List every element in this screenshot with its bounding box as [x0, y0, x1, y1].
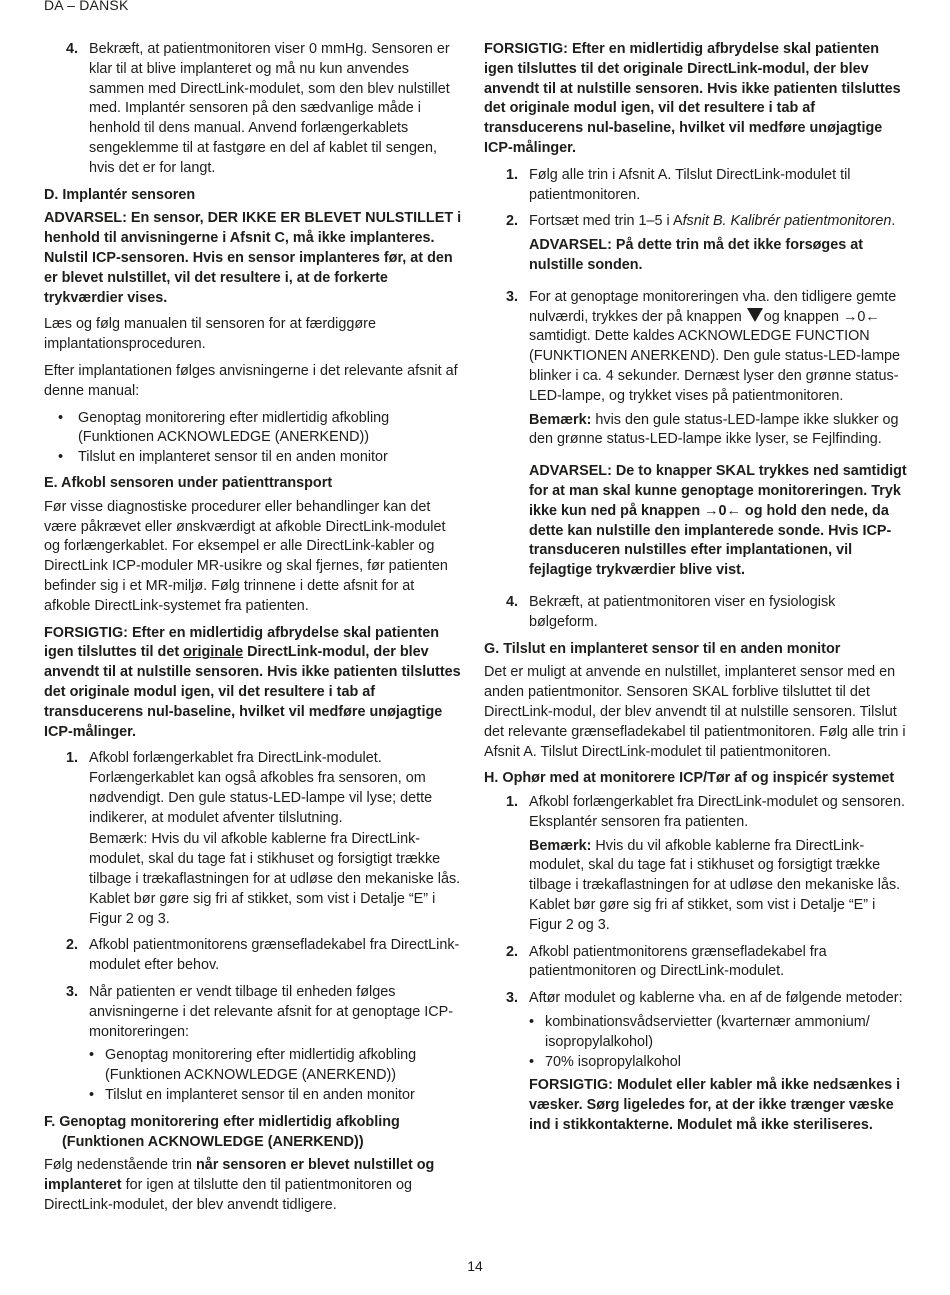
step-caution: FORSIGTIG: Modulet eller kabler må ikke nedsænkes i væsker. Sørg ligeledes for, at der ikke trænger væske ind i stikkontakterne. Modulet må ikke steriliseres. [529, 1077, 901, 1134]
step-note: Bemærk: Hvis du vil afkoble kablerne fra DirectLink-modulet, skal du tage fat i stikhuset og forsigtigt trække tilbage i trækaflastningen for at udløse den mekaniske lås. Kablet bør gøre sig fri af stikket, som vist i Detalje “E” i Figur 2 og 3. [529, 837, 901, 933]
section-e-step-1 [44, 749, 462, 929]
step-text: Afkobl patientmonitorens grænsefladekabel fra DirectLink-modulet efter behov. [89, 937, 460, 974]
step-number: 3. [506, 288, 519, 305]
section-f-heading: F. Genoptag monitorering efter midlertidig afkobling (Funktionen ACKNOWLEDGE (ANERKEND)) [44, 1113, 400, 1150]
step-bullet-list [89, 1046, 462, 1105]
step-number: 3. [66, 984, 79, 1001]
section-f-step-3 [484, 288, 908, 581]
zero-button-icon: →0← [843, 308, 880, 325]
step-text: Afkobl forlængerkablet fra DirectLink-modulet og sensoren. Eksplantér sensoren fra patienten. [529, 794, 905, 830]
section-e-caution: FORSIGTIG: Efter en midlertidig afbrydelse skal patienten igen tilsluttes til det originale DirectLink-modul, der blev anvendt til at nulstille sensoren. Hvis ikke patienten tilsluttes det originale modul igen, vil det resultere i tab af transducerens nul-baseline, hvilket vil medføre unøjagtige ICP-målinger. [44, 624, 461, 740]
step-number: 1. [506, 794, 519, 811]
section-d-heading: D. Implantér sensoren [44, 186, 196, 203]
step-number: 1. [66, 750, 79, 767]
step-text: Afkobl forlængerkablet fra DirectLink-modulet. Forlængerkablet kan også afkobles fra sensoren, om nødvendigt. Den gule status-LED-lampe vil lyse; dette indikerer, at modulet afventer tilslutning. [89, 750, 433, 826]
list-item: • Tilslut en implanteret sensor til en anden monitor [89, 1086, 462, 1106]
section-h-step-3 [484, 989, 908, 1136]
section-d-paragraph-1: Læs og følg manualen til sensoren for at færdiggøre implantationsproceduren. [44, 316, 376, 353]
step-note: Bemærk: Hvis du vil afkoble kablerne fra DirectLink-modulet, skal du tage fat i stikhuset og forsigtigt trække tilbage i trækaflastningen for at udløse den mekaniske lås. Kablet bør gøre sig fri af stikket, som vist i Detalje “E” i Figur 2 og 3. [89, 831, 461, 927]
step-number: 2. [66, 937, 79, 954]
list-item: • kombinationsvådservietter (kvarternær ammonium/ isopropylalkohol) [529, 1014, 870, 1050]
section-d-paragraph-2: Efter implantationen følges anvisningerne i det relevante afsnit af denne manual: [44, 362, 458, 399]
step-text: Når patienten er vendt tilbage til enheden følges anvisningerne i det relevante afsnit for at genoptage ICP-monitoreringen: [89, 984, 453, 1040]
step-text: For at genoptage monitoreringen vha. den tidligere gemte nulværdi, trykkes der på knappen og knappen →0←samtidigt. Dette kaldes ACKNOWLEDGE FUNCTION (FUNKTIONEN ANERKEND). Den gule status-LED-lampe blinker i ca. 4 sekunder. Dernæst lyser den grønne status-LED-lampe, og trykket vises på patientmonitoren. [529, 288, 901, 404]
step-number: 2. [506, 213, 519, 230]
bullet-icon: • [89, 1047, 95, 1064]
step-number: 4. [506, 593, 519, 610]
bullet-icon: • [529, 1014, 535, 1031]
section-f-step-2 [484, 212, 908, 275]
step-note: Bemærk: hvis den gule status-LED-lampe ikke slukker og den grønne status-LED-lampe ikke lyser, se Fejlfinding. [529, 411, 899, 448]
underlined-word: originale [183, 644, 244, 661]
step-text: Bekræft, at patientmonitoren viser en fysiologisk bølgeform. [529, 593, 836, 630]
step-4-zero-check [44, 40, 462, 179]
section-h-step-1 [484, 793, 908, 936]
section-e-heading: E. Afkobl sensoren under patienttransport [44, 474, 333, 491]
section-f-step-1 [484, 166, 908, 206]
step-number: 3. [506, 990, 519, 1007]
step-text: Bekræft, at patientmonitoren viser 0 mmHg. Sensoren er klar til at blive implanteret og må nu kun anvendes sammen med DirectLink-modulet, som den blev nulstillet med. Implantér sensoren på den sædvanlige måde i henhold til dens manual. Anvend forlængerkablets sengeklemme til at fastgøre en del af kablet til sengen, hvis det er for langt. [89, 41, 450, 176]
running-header: DA – DANSK [44, 0, 129, 13]
page-number: 14 [467, 1258, 483, 1274]
list-item: • Tilslut en implanteret sensor til en anden monitor [44, 448, 462, 468]
down-triangle-button-icon [747, 308, 763, 322]
section-h-step-2 [484, 943, 908, 983]
section-e-step-3 [44, 983, 462, 1106]
section-h-heading: H. Ophør med at monitorere ICP/Tør af og inspicér systemet [484, 770, 895, 787]
left-column [44, 40, 462, 1223]
section-f-paragraph: Følg nedenstående trin når sensoren er blevet nulstillet og implanteret for igen at tilslutte den til patientmonitoren og DirectLink-modulet, der blev anvendt tidligere. [44, 1157, 435, 1214]
list-item: • Genoptag monitorering efter midlertidig afkobling (Funktionen ACKNOWLEDGE (ANERKEND)) [89, 1047, 417, 1084]
step-bullet-list [529, 1013, 908, 1072]
section-e-step-2 [44, 936, 462, 976]
section-d-warning: ADVARSEL: En sensor, DER IKKE ER BLEVET NULSTILLET i henhold til anvisningerne i Afsnit C, må ikke implanteres. Nulstil ICP-sensoren. Hvis en sensor implanteres før, at den er blevet nulstillet, vil det resultere i, at de forkerte trykværdier vises. [44, 210, 462, 306]
step-number: 4. [66, 41, 79, 57]
section-f-step-4 [484, 593, 908, 633]
list-item: • Genoptag monitorering efter midlertidig afkobling (Funktionen ACKNOWLEDGE (ANERKEND)) [58, 409, 390, 446]
section-g-heading: G. Tilslut en implanteret sensor til en anden monitor [484, 640, 841, 657]
step-text: Aftør modulet og kablerne vha. en af de følgende metoder: [529, 990, 903, 1007]
step-text: Følg alle trin i Afsnit A. Tilslut DirectLink-modulet til patientmonitoren. [529, 166, 851, 203]
bullet-icon: • [58, 449, 64, 466]
step-number: 1. [506, 166, 519, 183]
step-number: 2. [506, 943, 519, 960]
list-item: • 70% isopropylalkohol [529, 1053, 908, 1073]
step-text: Afkobl patientmonitorens grænsefladekabel fra patientmonitoren og DirectLink-modulet. [529, 943, 827, 980]
right-column [484, 40, 908, 1143]
section-f-caution: FORSIGTIG: Efter en midlertidig afbrydelse skal patienten igen tilsluttes til det originale DirectLink-modul, der blev anvendt til at nulstille sensoren. Hvis ikke patienten tilsluttes det originale modul igen, vil det resultere i tab af transducerens nul-baseline, hvilket vil medføre unøjagtige ICP-målinger. [484, 41, 901, 156]
zero-button-icon: →0← [704, 502, 741, 519]
step-warning: ADVARSEL: De to knapper SKAL trykkes ned samtidigt for at man skal kunne genoptage monitoreringen. Tryk ikke kun ned på knappen →0← og hold den nede, da dette kan nulstille den implanterede sonde. Hvis ICP-transduceren nulstilles efter implantationen, vil fejlagtige trykværdier blive vist. [529, 463, 907, 579]
step-text: Fortsæt med trin 1–5 i Afsnit B. Kalibrér patientmonitoren. [529, 213, 896, 230]
bullet-icon: • [89, 1087, 95, 1104]
section-e-paragraph: Før visse diagnostiske procedurer eller behandlinger kan det være påkrævet eller ønskværdigt at afkoble DirectLink-modulet og forlængerkablet. For eksempel er alle DirectLink-kabler og DirectLink ICP-moduler MR-usikre og skal fjernes, før patienten befinder sig i et MR-miljø. Følg trinnene i dette afsnit for at afkoble DirectLink-systemet fra patienten. [44, 498, 448, 614]
section-d-bullet-list [44, 409, 462, 468]
step-warning: ADVARSEL: På dette trin må det ikke forsøges at nulstille sonden. [529, 237, 863, 273]
bullet-icon: • [58, 409, 64, 426]
section-g-paragraph: Det er muligt at anvende en nulstillet, implanteret sensor med en anden patientmonitor. Sensoren SKAL forblive tilsluttet til det DirectLink-modul, der blev anvendt til at nulstille sensoren. Tilslut det relevante grænsefladekabel til patientmonitoren. Følg alle trin i Afsnit A. Tilslut DirectLink-modulet til patientmonitoren. [484, 664, 906, 760]
bullet-icon: • [529, 1053, 535, 1070]
